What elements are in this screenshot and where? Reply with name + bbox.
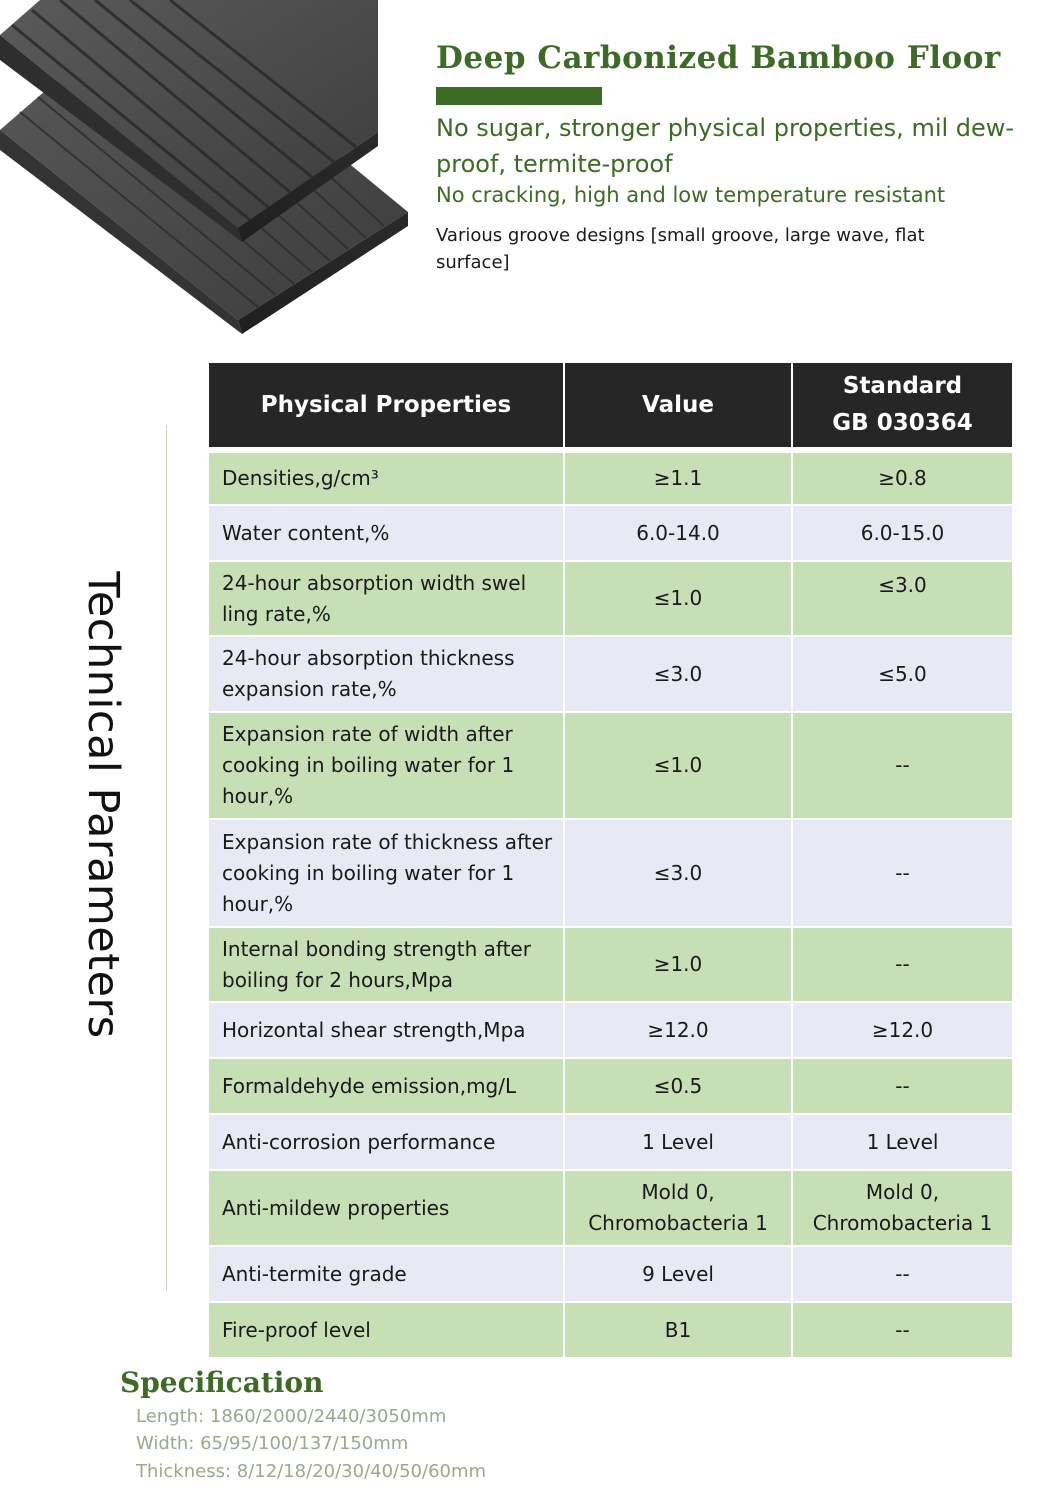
property-cell: 24-hour absorption width swel ling rate,% — [209, 562, 565, 637]
table-header-row — [209, 363, 1012, 453]
value-cell: 9 Level — [565, 1247, 793, 1303]
standard-cell: ≥0.8 — [793, 453, 1012, 506]
table-row — [209, 820, 1012, 928]
value-cell: 6.0-14.0 — [565, 506, 793, 562]
table-row — [209, 453, 1012, 506]
table-row — [209, 1303, 1012, 1359]
value-cell: ≥1.1 — [565, 453, 793, 506]
standard-cell: -- — [793, 1303, 1012, 1359]
table-row — [209, 1171, 1012, 1247]
spec-width: Width: 65/95/100/137/150mm — [136, 1433, 409, 1454]
property-cell: Internal bonding strength after boiling for 2 hours,Mpa — [209, 928, 565, 1003]
standard-cell: 6.0-15.0 — [793, 506, 1012, 562]
standard-cell: 1 Level — [793, 1115, 1012, 1171]
value-cell: ≥1.0 — [565, 928, 793, 1003]
table-row — [209, 928, 1012, 1003]
table-row — [209, 1247, 1012, 1303]
tagline-groove-designs: Various groove designs [small groove, large wave, flat surface] — [436, 225, 925, 273]
standard-cell: -- — [793, 1059, 1012, 1115]
value-cell: ≥12.0 — [565, 1003, 793, 1059]
title-underline-bar — [436, 87, 602, 105]
standard-cell: -- — [793, 713, 1012, 820]
value-cell: ≤1.0 — [565, 713, 793, 820]
table-row — [209, 506, 1012, 562]
standard-cell: -- — [793, 1247, 1012, 1303]
value-cell: 1 Level — [565, 1115, 793, 1171]
table-row — [209, 1059, 1012, 1115]
technical-parameters-table — [209, 363, 1012, 1359]
table-row — [209, 1003, 1012, 1059]
property-cell: Anti-termite grade — [209, 1247, 565, 1303]
property-cell: Anti-corrosion performance — [209, 1115, 565, 1171]
header-value: Value — [565, 363, 793, 453]
table-row — [209, 713, 1012, 820]
property-cell: Fire-proof level — [209, 1303, 565, 1359]
standard-cell: Mold 0, Chromobacteria 1 — [793, 1171, 1012, 1247]
standard-cell: ≥12.0 — [793, 1003, 1012, 1059]
specification-title: Specification — [120, 1366, 324, 1399]
technical-parameters-label: Technical Parameters — [78, 571, 128, 1039]
property-cell: 24-hour absorption thickness expansion rate,% — [209, 637, 565, 713]
value-cell: ≤3.0 — [565, 637, 793, 713]
value-cell: ≤1.0 — [565, 562, 793, 637]
property-cell: Water content,% — [209, 506, 565, 562]
table-row — [209, 637, 1012, 713]
header-physical-properties: Physical Properties — [209, 363, 565, 453]
value-cell: ≤3.0 — [565, 820, 793, 928]
bamboo-board-image — [0, 0, 420, 340]
table-row — [209, 1115, 1012, 1171]
value-cell: B1 — [565, 1303, 793, 1359]
standard-cell: -- — [793, 820, 1012, 928]
property-cell: Expansion rate of thickness after cooking in boiling water for 1 hour,% — [209, 820, 565, 928]
header-standard — [793, 363, 1012, 453]
property-cell: Anti-mildew properties — [209, 1171, 565, 1247]
standard-cell: ≤3.0 — [793, 562, 1012, 637]
tagline-primary: No sugar, stronger physical properties, mil dew-proof, termite-proof — [436, 114, 1015, 178]
header-standard-code: GB 030364 — [832, 410, 973, 436]
value-cell: ≤0.5 — [565, 1059, 793, 1115]
header-standard-label: Standard — [842, 373, 963, 399]
page-title: Deep Carbonized Bamboo Floor — [436, 40, 1001, 76]
property-cell: Expansion rate of width after cooking in boiling water for 1 hour,% — [209, 713, 565, 820]
table-row — [209, 562, 1012, 637]
property-cell: Horizontal shear strength,Mpa — [209, 1003, 565, 1059]
standard-cell: ≤5.0 — [793, 637, 1012, 713]
value-cell: Mold 0, Chromobacteria 1 — [565, 1171, 793, 1247]
property-cell: Densities,g/cm³ — [209, 453, 565, 506]
property-cell: Formaldehyde emission,mg/L — [209, 1059, 565, 1115]
side-divider — [166, 425, 167, 1291]
spec-thickness: Thickness: 8/12/18/20/30/40/50/60mm — [136, 1461, 487, 1482]
tagline-secondary: No cracking, high and low temperature resistant — [436, 183, 946, 207]
spec-length: Length: 1860/2000/2440/3050mm — [136, 1406, 447, 1427]
standard-cell: -- — [793, 928, 1012, 1003]
